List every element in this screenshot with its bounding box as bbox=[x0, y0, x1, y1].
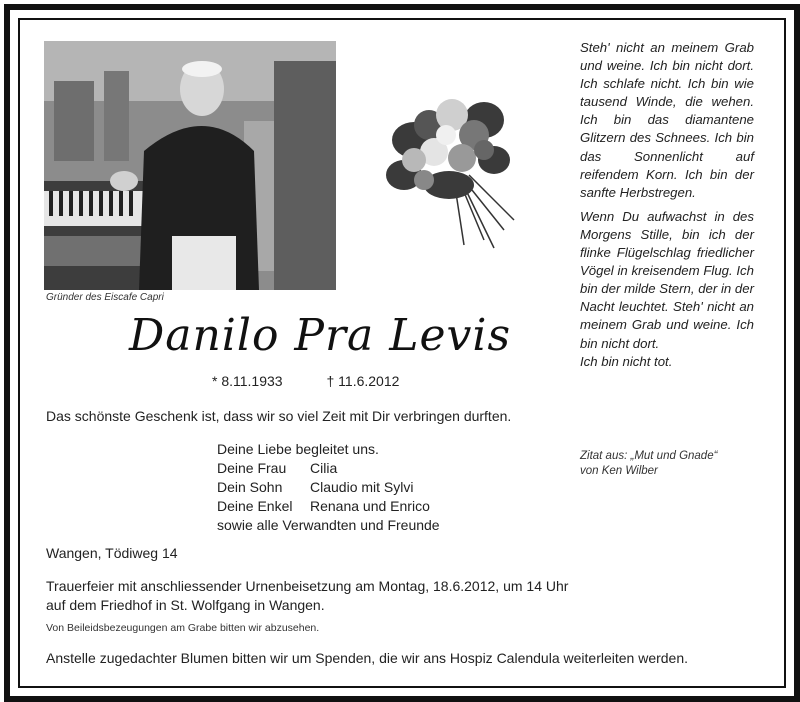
family-relation: Dein Sohn bbox=[217, 479, 283, 495]
family-heading: Deine Liebe begleitet uns. bbox=[217, 441, 379, 457]
family-relation: Deine Enkel bbox=[217, 498, 293, 514]
poem-stanza-2-end: Ich bin nicht tot. bbox=[580, 353, 673, 369]
family-block bbox=[217, 440, 440, 535]
photo-caption: Gründer des Eiscafe Capri bbox=[46, 292, 164, 303]
funeral-line-2: auf dem Friedhof in St. Wolfgang in Wangen. bbox=[46, 597, 325, 613]
quote-line-2: von Ken Wilber bbox=[580, 465, 658, 477]
condolence-note: Von Beileidsbezeugungen am Grabe bitten wir abzusehen. bbox=[46, 622, 320, 634]
rose-bouquet-icon bbox=[374, 80, 524, 252]
family-closing: sowie alle Verwandten und Freunde bbox=[217, 517, 440, 533]
poem-stanza-1: Steh' nicht an meinem Grab und weine. Ich bin nicht dort. Ich schlafe nicht. Ich bin wie tausend Winde, die wehen. Ich bin das diamantene Glitzern des Schnees. Ich bin das Sonnenlicht auf reifendem Korn. Ich bin der sanfte Herbstregen. bbox=[580, 40, 754, 200]
family-row bbox=[217, 497, 440, 516]
funeral-info bbox=[46, 577, 568, 615]
family-names: Claudio mit Sylvi bbox=[310, 479, 414, 495]
family-row bbox=[217, 459, 440, 478]
family-row bbox=[217, 478, 440, 497]
quote-attribution bbox=[580, 449, 717, 479]
death-date: † 11.6.2012 bbox=[326, 373, 400, 389]
portrait-photo bbox=[44, 41, 336, 290]
donation-note: Anstelle zugedachter Blumen bitten wir um Spenden, die wir ans Hospiz Calendula weiterleiten werden. bbox=[46, 650, 689, 666]
poem-stanza-2: Wenn Du aufwachst in des Morgens Stille, bin ich der flinke Flügelschlag friedlicher Vögel in kreisendem Flug. Ich bin der milde Stern, der in der Nacht leuchtet. Steh' nicht an meinem Grab und weine. Ich bin nicht dort. bbox=[580, 208, 754, 351]
funeral-line-1: Trauerfeier mit anschliessender Urnenbeisetzung am Montag, 18.6.2012, um 14 Uhr bbox=[46, 578, 569, 594]
intro-text: Das schönste Geschenk ist, dass wir so viel Zeit mit Dir verbringen durften. bbox=[46, 408, 512, 424]
quote-line-1: Zitat aus: „Mut und Gnade“ bbox=[580, 450, 718, 462]
family-names: Cilia bbox=[310, 460, 338, 476]
family-relation: Deine Frau bbox=[217, 460, 287, 476]
deceased-name: Danilo Pra Levis bbox=[128, 310, 512, 361]
poem bbox=[580, 39, 754, 371]
life-dates bbox=[212, 373, 399, 389]
birth-date: * 8.11.1933 bbox=[212, 373, 283, 389]
address: Wangen, Tödiweg 14 bbox=[46, 545, 178, 561]
family-names: Renana und Enrico bbox=[310, 498, 430, 514]
